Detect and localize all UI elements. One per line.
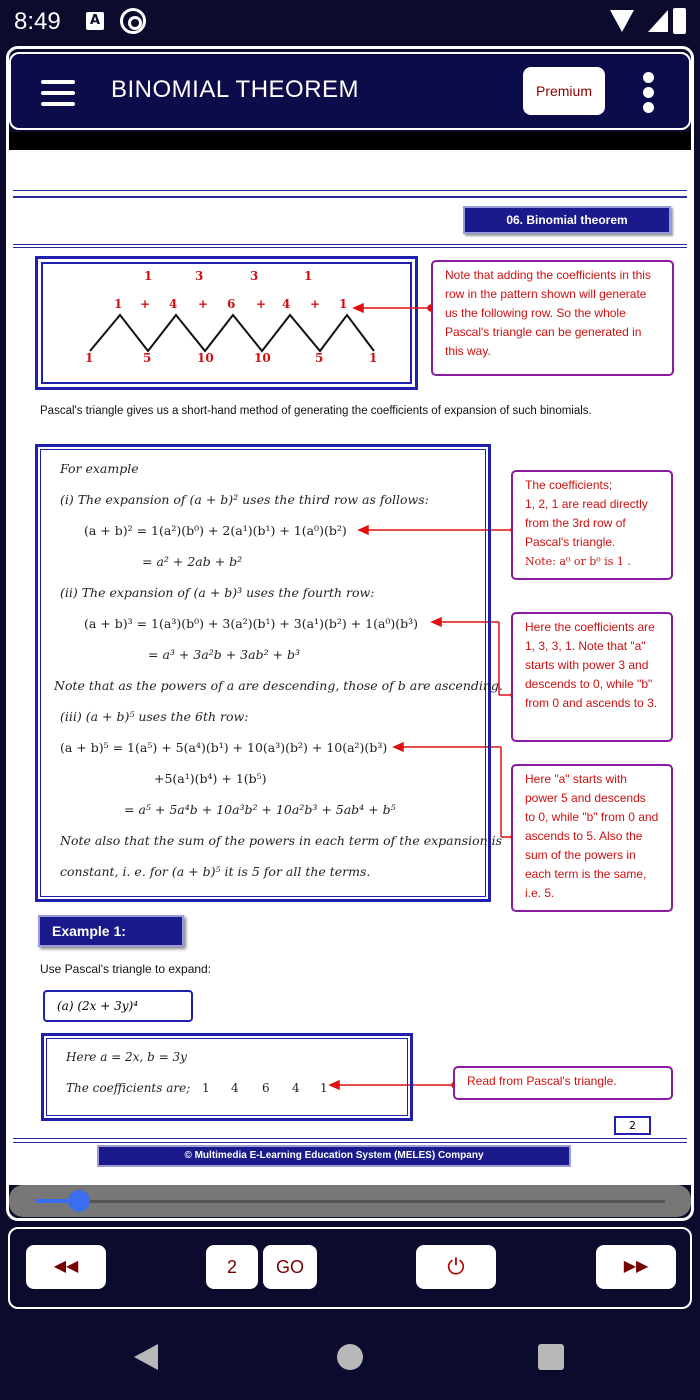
- system-navigation-bar: [0, 1312, 700, 1400]
- coefficient: 1: [202, 1081, 210, 1095]
- section-tag: 06. Binomial theorem: [463, 206, 671, 234]
- row3-coef: 3: [195, 269, 204, 283]
- row5-coef: 5: [315, 351, 324, 365]
- example-1-label: Example 1:: [38, 915, 184, 947]
- coefficient: 4: [292, 1081, 300, 1095]
- row4-coef: 1: [114, 297, 123, 311]
- note-power-five: Here "a" starts with power 5 and descends to 0, while "b" from 0 and ascends to 5. Also the sum of the powers in each term is the same, i.e. 5.: [511, 764, 673, 912]
- sum-note-line1: Note also that the sum of the powers in each term of the expansion is: [60, 833, 503, 848]
- row3-coef: 3: [250, 269, 259, 283]
- row4-coef: 1: [339, 297, 348, 311]
- note2-line: Pascal's triangle.: [525, 535, 616, 549]
- solution-line1: Here a = 2x, b = 3y: [66, 1050, 187, 1064]
- example-i-eq1: (a + b)² = 1(a²)(b⁰) + 2(a¹)(b¹) + 1(a⁰)(b²): [84, 523, 347, 538]
- example-iii-text: (iii) (a + b)⁵ uses the 6th row:: [60, 709, 249, 724]
- power-button[interactable]: ⏻: [416, 1245, 496, 1289]
- accessibility-icon: A: [86, 12, 104, 30]
- examples-box: [35, 444, 503, 902]
- status-bar: [0, 0, 700, 44]
- forward-button[interactable]: ▶▶: [596, 1245, 676, 1289]
- row4-coef: 6: [227, 297, 236, 311]
- row4-plus: +: [256, 297, 267, 311]
- solution-box: [41, 1033, 413, 1121]
- note2-line: from the 3rd row of: [525, 516, 626, 530]
- row3-coef: 1: [144, 269, 153, 283]
- row4-plus: +: [140, 297, 151, 311]
- example-iii-eq3: = a⁵ + 5a⁴b + 10a³b² + 10a²b³ + 5ab⁴ + b⁵: [124, 802, 396, 817]
- note-triangle-rule: Note that adding the coefficients in this row in the pattern shown will generate us the following row. So the whole Pascal's triangle can be generated in this way.: [431, 260, 674, 376]
- page-number-input[interactable]: 2: [206, 1245, 258, 1289]
- premium-button[interactable]: Premium: [523, 67, 605, 115]
- bottom-controls: [8, 1227, 692, 1309]
- top-app-bar: [9, 52, 691, 130]
- row4-coef: 4: [169, 297, 178, 311]
- footer-rule: [13, 1138, 687, 1143]
- status-time: 8:49: [14, 8, 61, 35]
- page-number: 2: [614, 1116, 651, 1135]
- header-rule-lower: [13, 244, 687, 248]
- row5-coef: 10: [197, 351, 214, 365]
- hamburger-menu-icon[interactable]: [41, 80, 75, 106]
- back-icon[interactable]: [134, 1344, 158, 1370]
- pascal-triangle-box: [35, 256, 418, 390]
- more-options-icon[interactable]: [643, 72, 655, 114]
- example-i-eq2: = a² + 2ab + b²: [142, 554, 243, 569]
- wifi-icon: [610, 10, 634, 32]
- solution-line2-label: The coefficients are;: [66, 1081, 191, 1095]
- sum-note-line2: constant, i. e. for (a + b)⁵ it is 5 for all the terms.: [60, 864, 371, 879]
- example-i-text: (i) The expansion of (a + b)² uses the third row as follows:: [60, 492, 429, 507]
- row3-coef: 1: [304, 269, 313, 283]
- descending-note: Note that as the powers of a are descending, those of b are ascending.: [54, 678, 503, 693]
- divider-strip: [9, 132, 691, 150]
- document-page: [9, 150, 691, 1185]
- example-iii-eq1: (a + b)⁵ = 1(a⁵) + 5(a⁴)(b¹) + 10(a³)(b²) + 10(a²)(b³): [60, 740, 388, 755]
- note-coefficients-1331: Here the coefficients are 1, 3, 3, 1. Note that "a" starts with power 3 and descends to 0, while "b" from 0 and ascends to 3.: [511, 612, 673, 742]
- example-ii-eq2: = a³ + 3a²b + 3ab² + b³: [148, 647, 301, 662]
- for-example-label: For example: [60, 461, 139, 476]
- row5-coef: 10: [254, 351, 271, 365]
- cellular-signal-icon: [648, 10, 668, 32]
- note2-line: The coefficients;: [525, 478, 613, 492]
- copyright-banner: © Multimedia E-Learning Education System (MELES) Company: [97, 1145, 571, 1167]
- app-title: BINOMIAL THEOREM: [111, 76, 360, 103]
- example-1-instruction: Use Pascal's triangle to expand:: [40, 962, 212, 976]
- coefficient: 1: [320, 1081, 328, 1095]
- recents-icon[interactable]: [538, 1344, 564, 1370]
- sync-icon: [120, 8, 146, 34]
- zigzag-diagram: [38, 259, 415, 387]
- go-button[interactable]: GO: [263, 1245, 317, 1289]
- note-coefficients-121: [511, 470, 673, 580]
- example-iii-eq2: +5(a¹)(b⁴) + 1(b⁵): [154, 771, 267, 786]
- row4-plus: +: [310, 297, 321, 311]
- pascal-paragraph: Pascal's triangle gives us a short-hand method of generating the coefficients of expansion of such binomials.: [40, 405, 592, 417]
- header-rule: [13, 190, 687, 198]
- note-read-from-triangle: Read from Pascal's triangle.: [453, 1066, 673, 1100]
- page-slider[interactable]: [9, 1185, 691, 1217]
- slider-track[interactable]: [35, 1200, 665, 1203]
- example-ii-text: (ii) The expansion of (a + b)³ uses the fourth row:: [60, 585, 375, 600]
- home-icon[interactable]: [337, 1344, 363, 1370]
- row5-coef: 1: [369, 351, 378, 365]
- example-ii-eq1: (a + b)³ = 1(a³)(b⁰) + 3(a²)(b¹) + 3(a¹)(b²) + 1(a⁰)(b³): [84, 616, 419, 631]
- slider-thumb[interactable]: [68, 1190, 90, 1212]
- note2-line: Note: a⁰ or b⁰ is 1 .: [525, 555, 631, 568]
- row5-coef: 1: [85, 351, 94, 365]
- row4-coef: 4: [282, 297, 291, 311]
- rewind-button[interactable]: ◀◀: [26, 1245, 106, 1289]
- row5-coef: 5: [143, 351, 152, 365]
- coefficient: 6: [262, 1081, 270, 1095]
- row4-plus: +: [198, 297, 209, 311]
- note2-line: 1, 2, 1 are read directly: [525, 497, 648, 511]
- example-1-question: (a) (2x + 3y)⁴: [43, 990, 193, 1022]
- battery-icon: [673, 8, 686, 34]
- coefficient: 4: [231, 1081, 239, 1095]
